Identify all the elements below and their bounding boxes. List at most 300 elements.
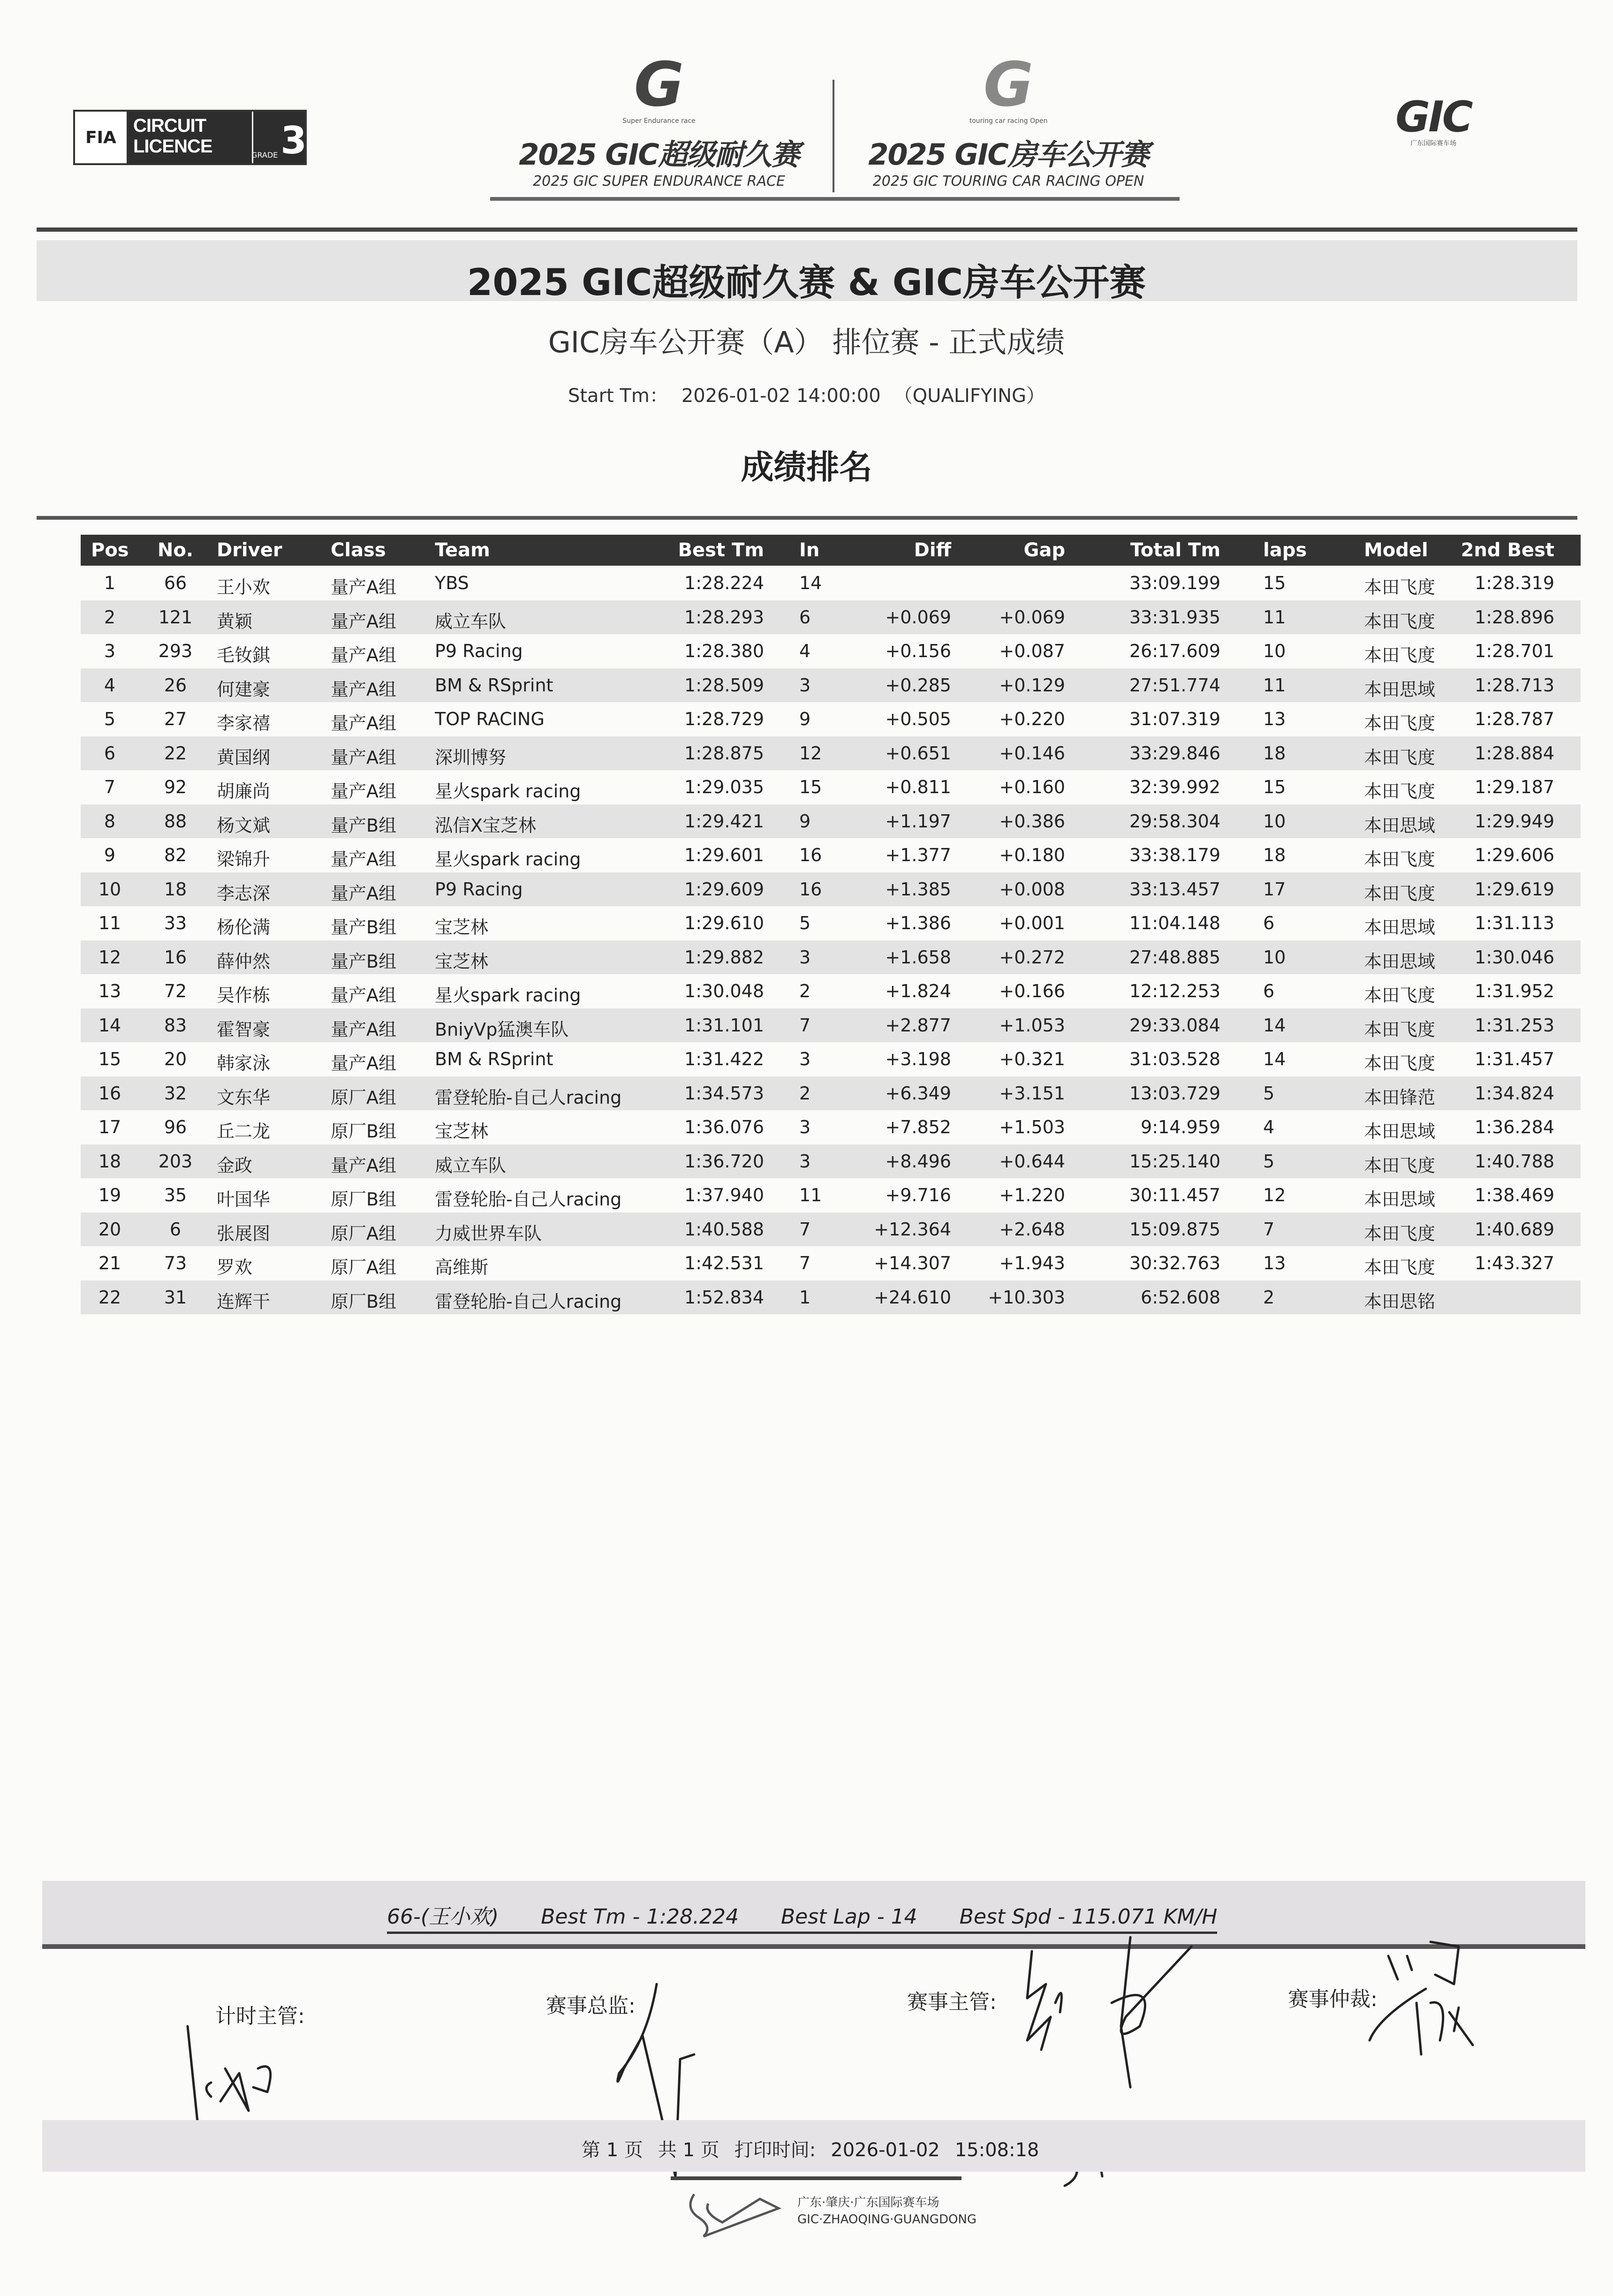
cell-car-number: 72 (164, 981, 187, 1001)
cell-gap: +0.644 (999, 1151, 1065, 1172)
cell-gap: +0.129 (999, 674, 1065, 696)
cell-diff: +24.610 (874, 1287, 951, 1308)
table-row (81, 1076, 1581, 1110)
column-header-diff: Diff (914, 539, 951, 561)
cell-total-time: 26:17.609 (1129, 641, 1220, 661)
cell-best-lap-in: 7 (799, 1015, 811, 1036)
cell-pos: 20 (98, 1219, 121, 1240)
cell-best-time: 1:40.588 (684, 1219, 764, 1240)
cell-laps: 6 (1263, 981, 1275, 1001)
cell-car-number: 6 (169, 1219, 182, 1240)
g-mark-icon: G (983, 49, 1034, 120)
cell-model: 本田飞度 (1364, 883, 1436, 904)
cell-class: 量产A组 (331, 645, 396, 666)
cell-total-time: 33:31.935 (1129, 606, 1220, 628)
cell-driver: 杨文斌 (217, 815, 271, 836)
cell-model: 本田飞度 (1364, 1257, 1436, 1278)
cell-laps: 14 (1263, 1049, 1286, 1069)
cell-diff: +1.377 (885, 845, 951, 865)
cell-team: 泓信X宝芝林 (435, 815, 537, 836)
cell-total-time: 29:33.084 (1129, 1015, 1220, 1036)
cell-total-time: 13:03.729 (1129, 1083, 1220, 1104)
cell-diff: +7.852 (885, 1117, 951, 1137)
cell-model: 本田思域 (1364, 1189, 1436, 1210)
cell-diff: +1.386 (885, 913, 951, 933)
cell-second-best: 1:34.824 (1475, 1083, 1554, 1104)
g-mark-icon: G (634, 49, 684, 120)
table-row (81, 1178, 1581, 1212)
table-row (81, 736, 1581, 770)
cell-class: 量产A组 (331, 781, 396, 802)
cell-class: 量产B组 (331, 917, 397, 938)
cell-driver: 杨伦满 (217, 917, 271, 938)
cell-class: 量产A组 (331, 747, 396, 768)
cell-gap: +0.180 (999, 845, 1065, 865)
cell-team: 星火spark racing (435, 985, 581, 1006)
cell-class: 量产A组 (331, 1019, 396, 1040)
cell-laps: 14 (1263, 1015, 1286, 1036)
cell-gap: +0.220 (999, 709, 1065, 729)
cell-laps: 15 (1263, 777, 1286, 797)
cell-diff: +1.824 (885, 981, 951, 1001)
cell-pos: 21 (98, 1253, 121, 1273)
cell-pos: 17 (98, 1117, 121, 1137)
column-header-best-time: Best Tm (678, 539, 764, 561)
table-row (81, 566, 1581, 600)
cell-diff: +1.658 (885, 947, 951, 968)
cell-gap: +10.303 (988, 1287, 1065, 1308)
cell-car-number: 26 (164, 674, 187, 696)
cell-second-best: 1:29.949 (1475, 811, 1554, 832)
cell-team: 星火spark racing (435, 781, 581, 802)
cell-car-number: 293 (158, 641, 193, 661)
cell-team: 宝芝林 (435, 1121, 489, 1142)
cell-team: TOP RACING (435, 709, 545, 729)
cell-pos: 22 (98, 1287, 121, 1308)
cell-best-lap-in: 2 (799, 981, 811, 1001)
cell-team: 宝芝林 (435, 951, 489, 972)
cell-pos: 13 (98, 981, 121, 1001)
cell-car-number: 92 (164, 777, 187, 797)
cell-model: 本田飞度 (1364, 645, 1436, 666)
column-header-total-time: Total Tm (1130, 539, 1220, 561)
cell-best-time: 1:31.422 (684, 1049, 764, 1069)
cell-team: 力威世界车队 (435, 1223, 542, 1244)
cell-laps: 7 (1263, 1219, 1275, 1240)
cell-model: 本田飞度 (1364, 713, 1436, 734)
cell-model: 本田思域 (1364, 917, 1436, 938)
circuit-name-cn: 广东·肇庆·广东国际赛车场 (797, 2196, 939, 2210)
cell-team: 高维斯 (435, 1257, 489, 1278)
cell-driver: 胡廉尚 (217, 781, 271, 802)
cell-gap: +0.008 (999, 879, 1065, 900)
cell-driver: 薛仲然 (217, 951, 271, 972)
cell-model: 本田飞度 (1364, 849, 1436, 870)
cell-total-time: 31:07.319 (1129, 709, 1220, 729)
cell-diff: +6.349 (885, 1083, 951, 1104)
cell-class: 原厂A组 (331, 1223, 396, 1244)
cell-pos: 9 (104, 845, 116, 865)
cell-car-number: 121 (158, 606, 193, 628)
cell-model: 本田飞度 (1364, 1155, 1436, 1176)
cell-pos: 11 (98, 913, 121, 933)
column-header-driver: Driver (217, 539, 282, 561)
cell-second-best: 1:31.952 (1475, 981, 1554, 1001)
cell-second-best: 1:40.788 (1475, 1151, 1554, 1172)
start-label: Start Tm： (568, 385, 668, 407)
column-header-second-best: 2nd Best (1461, 539, 1554, 561)
cell-pos: 3 (104, 641, 116, 661)
logo-cn: 2025 GIC超级耐久赛 (519, 137, 799, 172)
table-row (81, 634, 1581, 668)
endurance-race-logo (490, 49, 828, 192)
cell-laps: 6 (1263, 913, 1275, 933)
cell-pos: 2 (104, 606, 116, 628)
cell-second-best: 1:29.606 (1475, 845, 1554, 865)
cell-total-time: 15:09.875 (1129, 1219, 1220, 1240)
cell-best-lap-in: 16 (799, 845, 822, 865)
cell-total-time: 27:51.774 (1129, 674, 1220, 696)
table-row (81, 906, 1581, 940)
cell-driver: 连辉干 (217, 1291, 271, 1312)
cell-car-number: 33 (164, 913, 187, 933)
cell-total-time: 29:58.304 (1129, 811, 1220, 832)
cell-laps: 5 (1263, 1151, 1275, 1172)
cell-car-number: 88 (164, 811, 187, 832)
cell-gap: +3.151 (999, 1083, 1065, 1104)
table-row (81, 872, 1581, 906)
cell-laps: 10 (1263, 641, 1286, 661)
best-lap: Best Lap - 14 (780, 1905, 917, 1929)
cell-pos: 18 (98, 1151, 121, 1172)
cell-class: 量产B组 (331, 951, 397, 972)
grade-label: GRADE (251, 151, 278, 159)
cell-total-time: 15:25.140 (1129, 1151, 1220, 1172)
cell-class: 原厂B组 (331, 1291, 397, 1312)
cell-team: BM & RSprint (435, 674, 553, 696)
gic-sub: 广东国际赛车场 (1410, 140, 1456, 147)
table-row (81, 804, 1581, 838)
cell-model: 本田飞度 (1364, 611, 1436, 632)
table-row (81, 940, 1581, 974)
cell-laps: 13 (1263, 1253, 1286, 1273)
cell-team: YBS (435, 573, 469, 593)
cell-laps: 18 (1263, 845, 1286, 865)
cell-second-best: 1:40.689 (1475, 1219, 1554, 1240)
fia-line2: LICENCE (133, 136, 212, 157)
grade-value: 3 (280, 119, 307, 162)
cell-second-best: 1:31.457 (1475, 1049, 1554, 1069)
cell-gap: +0.386 (999, 811, 1065, 832)
cell-model: 本田锋范 (1364, 1087, 1436, 1108)
cell-diff: +12.364 (874, 1219, 951, 1240)
cell-best-lap-in: 3 (799, 947, 811, 968)
cell-gap: +1.943 (999, 1253, 1065, 1273)
cell-class: 量产A组 (331, 611, 396, 632)
cell-best-time: 1:28.729 (684, 709, 764, 729)
cell-best-time: 1:28.224 (684, 573, 764, 593)
cell-driver: 吴作栋 (217, 985, 271, 1006)
cell-class: 量产A组 (331, 985, 396, 1006)
cell-best-lap-in: 14 (799, 573, 822, 593)
cell-second-best: 1:28.701 (1475, 641, 1554, 661)
cell-diff: +9.716 (885, 1185, 951, 1205)
table-row (81, 1042, 1581, 1076)
cell-gap: +0.160 (999, 777, 1065, 797)
cell-driver: 梁锦升 (217, 849, 271, 870)
cell-second-best: 1:38.469 (1475, 1185, 1554, 1205)
cell-total-time: 33:13.457 (1129, 879, 1220, 900)
cell-laps: 17 (1263, 879, 1286, 900)
cell-team: BniyVp猛澳车队 (435, 1019, 569, 1040)
cell-best-lap-in: 15 (799, 777, 822, 797)
cell-model: 本田思域 (1364, 951, 1436, 972)
table-header (81, 535, 1581, 566)
cell-gap: +0.146 (999, 743, 1065, 764)
cell-pos: 5 (104, 709, 116, 729)
best-speed: Best Spd - 115.071 KM/H (959, 1905, 1218, 1929)
page-title: 2025 GIC超级耐久赛 & GIC房车公开赛 (467, 262, 1146, 304)
cell-total-time: 6:52.608 (1141, 1287, 1220, 1308)
start-value: 2026-01-02 14:00:00 (681, 385, 881, 407)
race-manager-label: 赛事主管: (907, 1990, 997, 2014)
cell-gap: +0.087 (999, 641, 1065, 661)
cell-diff: +14.307 (874, 1253, 951, 1273)
cell-driver: 黄国纲 (217, 747, 271, 768)
event-logos (490, 49, 1180, 201)
cell-car-number: 32 (164, 1083, 187, 1104)
cell-total-time: 30:32.763 (1129, 1253, 1220, 1273)
column-header-car-number: No. (157, 539, 194, 561)
cell-laps: 2 (1263, 1287, 1275, 1308)
table-row (81, 668, 1581, 702)
cell-second-best: 1:28.787 (1475, 709, 1554, 729)
cell-diff: +3.198 (885, 1049, 951, 1069)
cell-best-time: 1:29.421 (684, 811, 764, 832)
cell-best-lap-in: 9 (799, 709, 811, 729)
cell-best-time: 1:36.720 (684, 1151, 764, 1172)
table-row (81, 1144, 1581, 1178)
section-title: 成绩排名 (741, 448, 872, 486)
cell-gap: +0.272 (999, 947, 1065, 968)
cell-second-best: 1:28.884 (1475, 743, 1554, 764)
cell-second-best: 1:36.284 (1475, 1117, 1554, 1137)
column-header-gap: Gap (1023, 539, 1065, 561)
cell-total-time: 30:11.457 (1129, 1185, 1220, 1205)
cell-model: 本田飞度 (1364, 577, 1436, 598)
circuit-track-icon (685, 2190, 788, 2241)
best-summary (387, 1900, 1217, 1934)
cell-driver: 霍智豪 (217, 1019, 271, 1040)
column-header-laps: laps (1263, 539, 1307, 561)
logo-small-text: Super Endurance race (622, 117, 696, 125)
cell-pos: 15 (98, 1049, 121, 1069)
cell-second-best: 1:28.319 (1475, 573, 1554, 593)
cell-best-time: 1:29.609 (684, 879, 764, 900)
touring-car-logo (840, 49, 1177, 192)
arbiter-signature (1360, 1937, 1548, 2078)
cell-gap: +1.503 (999, 1117, 1065, 1137)
cell-driver: 王小欢 (217, 577, 271, 598)
cell-second-best: 1:31.113 (1475, 913, 1554, 933)
table-row (81, 974, 1581, 1008)
cell-best-time: 1:28.380 (684, 641, 764, 661)
cell-class: 原厂A组 (331, 1257, 396, 1278)
cell-car-number: 96 (164, 1117, 187, 1137)
manager-signature (1018, 1932, 1252, 2214)
column-header-best-lap-in: In (799, 539, 820, 561)
cell-second-best: 1:28.896 (1475, 606, 1554, 628)
cell-laps: 11 (1263, 674, 1286, 696)
cell-car-number: 35 (164, 1185, 187, 1205)
cell-total-time: 33:29.846 (1129, 743, 1220, 764)
cell-best-time: 1:28.293 (684, 606, 764, 628)
race-director-label: 赛事总监: (546, 1994, 636, 2018)
cell-driver: 李家禧 (217, 713, 271, 734)
cell-diff: +0.651 (885, 743, 951, 764)
cell-laps: 4 (1263, 1117, 1275, 1137)
cell-driver: 金政 (217, 1155, 253, 1176)
column-header-model: Model (1364, 539, 1428, 561)
timing-supervisor-label: 计时主管: (215, 2004, 305, 2028)
cell-pos: 12 (98, 947, 121, 968)
cell-driver: 黄颖 (217, 611, 253, 632)
print-date: 2026-01-02 (831, 2139, 940, 2161)
arbiter-label: 赛事仲裁: (1288, 1987, 1378, 2011)
cell-best-lap-in: 11 (799, 1185, 822, 1205)
cell-best-lap-in: 3 (799, 1117, 811, 1137)
cell-gap: +0.069 (999, 606, 1065, 628)
cell-second-best: 1:29.619 (1475, 879, 1554, 900)
cell-gap: +2.648 (999, 1219, 1065, 1240)
cell-best-time: 1:29.882 (684, 947, 764, 968)
cell-best-lap-in: 7 (799, 1219, 811, 1240)
cell-best-time: 1:37.940 (684, 1185, 764, 1205)
cell-pos: 6 (104, 743, 116, 764)
page-footer-band (42, 2120, 1585, 2172)
cell-total-time: 12:12.253 (1129, 981, 1220, 1001)
cell-best-lap-in: 1 (799, 1287, 811, 1308)
print-time: 15:08:18 (954, 2139, 1039, 2161)
table-row (81, 600, 1581, 634)
cell-team: 雷登轮胎-自己人racing (435, 1189, 622, 1210)
table-row (81, 1246, 1581, 1280)
cell-best-lap-in: 16 (799, 879, 822, 900)
cell-diff: +0.505 (885, 709, 951, 729)
cell-gap: +1.053 (999, 1015, 1065, 1036)
cell-best-lap-in: 4 (799, 641, 811, 661)
cell-car-number: 66 (164, 573, 187, 593)
fia-line1: CIRCUIT (133, 115, 206, 136)
cell-class: 量产A组 (331, 883, 396, 904)
cell-pos: 7 (104, 777, 116, 797)
cell-best-time: 1:29.610 (684, 913, 764, 933)
logo-divider (833, 80, 834, 192)
cell-second-best: 1:29.187 (1475, 777, 1554, 797)
best-time: Best Tm - 1:28.224 (541, 1905, 739, 1929)
cell-team: 星火spark racing (435, 849, 581, 870)
cell-diff: +8.496 (885, 1151, 951, 1172)
logo-en: 2025 GIC SUPER ENDURANCE RACE (533, 173, 785, 189)
cell-total-time: 32:39.992 (1129, 777, 1220, 797)
cell-driver: 叶国华 (217, 1189, 271, 1210)
cell-model: 本田飞度 (1364, 985, 1436, 1006)
cell-diff: +0.811 (885, 777, 951, 797)
cell-class: 量产B组 (331, 815, 397, 836)
cell-second-best: 1:31.253 (1475, 1015, 1554, 1036)
cell-team: 威立车队 (435, 1155, 507, 1176)
cell-model: 本田思域 (1364, 815, 1436, 836)
cell-driver: 毛钕錤 (217, 645, 271, 666)
cell-pos: 10 (98, 879, 121, 900)
cell-model: 本田思域 (1364, 1121, 1436, 1142)
cell-laps: 18 (1263, 743, 1286, 764)
page-number: 第 1 页 (582, 2139, 643, 2161)
circuit-logo (671, 2176, 977, 2241)
cell-driver: 张展图 (217, 1223, 271, 1244)
cell-team: 雷登轮胎-自己人racing (435, 1087, 622, 1108)
table-row (81, 1110, 1581, 1144)
cell-pos: 19 (98, 1185, 121, 1205)
cell-team: BM & RSprint (435, 1049, 553, 1069)
cell-class: 原厂B组 (331, 1189, 397, 1210)
cell-total-time: 33:38.179 (1129, 845, 1220, 865)
page-info (582, 2135, 1054, 2162)
cell-best-time: 1:31.101 (684, 1015, 764, 1036)
cell-best-lap-in: 3 (799, 1049, 811, 1069)
cell-diff: +1.385 (885, 879, 951, 900)
table-row (81, 838, 1581, 872)
print-time-label: 打印时间: (734, 2139, 816, 2161)
cell-pos: 14 (98, 1015, 121, 1036)
cell-driver: 罗欢 (217, 1257, 253, 1278)
cell-laps: 13 (1263, 709, 1286, 729)
cell-best-lap-in: 12 (799, 743, 822, 764)
cell-diff: +2.877 (885, 1015, 951, 1036)
cell-gap: +0.166 (999, 981, 1065, 1001)
cell-team: 雷登轮胎-自己人racing (435, 1291, 622, 1312)
cell-pos: 1 (104, 573, 116, 593)
cell-total-time: 9:14.959 (1141, 1117, 1220, 1137)
cell-laps: 10 (1263, 947, 1286, 968)
cell-best-lap-in: 5 (799, 913, 811, 933)
cell-car-number: 27 (164, 709, 187, 729)
cell-best-time: 1:29.601 (684, 845, 764, 865)
cell-diff: +0.069 (885, 606, 951, 628)
cell-model: 本田飞度 (1364, 1053, 1436, 1074)
start-time (0, 381, 1613, 408)
cell-driver: 李志深 (217, 883, 271, 904)
cell-best-lap-in: 3 (799, 674, 811, 696)
circuit-name-en: GIC·ZHAOQING·GUANGDONG (797, 2213, 977, 2227)
fia-circuit-licence-logo (73, 110, 307, 165)
cell-car-number: 203 (158, 1151, 193, 1172)
cell-pos: 4 (104, 674, 116, 696)
cell-team: 宝芝林 (435, 917, 489, 938)
gic-logo (1372, 92, 1494, 148)
cell-laps: 11 (1263, 606, 1286, 628)
cell-model: 本田思域 (1364, 679, 1436, 700)
page-total: 共 1 页 (658, 2139, 719, 2161)
cell-total-time: 33:09.199 (1129, 573, 1220, 593)
logo-en: 2025 GIC TOURING CAR RACING OPEN (872, 173, 1144, 189)
column-header-team: Team (435, 539, 490, 561)
logo-cn: 2025 GIC房车公开赛 (868, 137, 1149, 172)
cell-second-best: 1:28.713 (1475, 674, 1554, 696)
cell-class: 量产A组 (331, 1155, 396, 1176)
table-row (81, 1212, 1581, 1246)
cell-second-best: 1:30.046 (1475, 947, 1554, 968)
